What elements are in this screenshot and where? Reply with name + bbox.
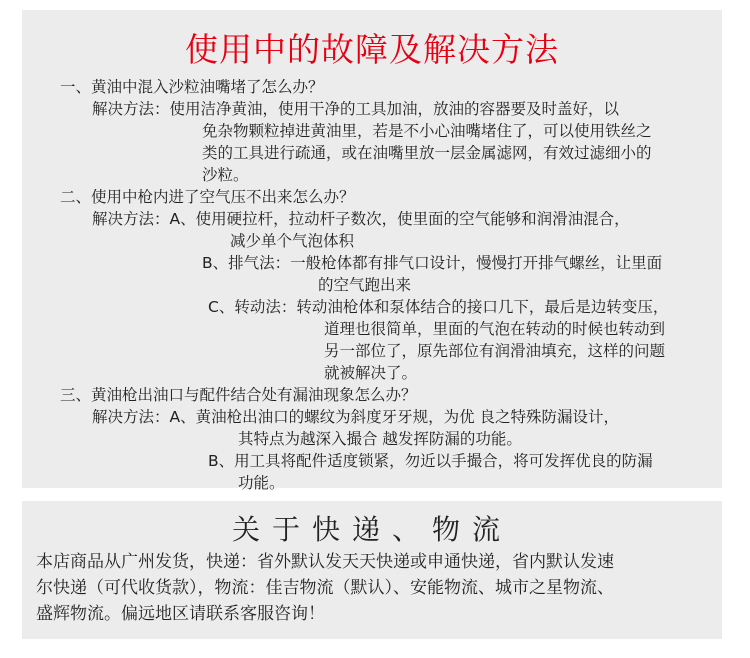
faq-answer-line: 解决方法：A、使用硬拉杆，拉动杆子数次，使里面的空气能够和润滑油混合， (92, 210, 630, 228)
faq-answer-line: 的空气跑出来 (318, 276, 412, 294)
faq-answer-line: B、排气法：一般枪体都有排气口设计，慢慢打开排气螺丝，让里面 (202, 254, 663, 272)
faq-answer-line: B、用工具将配件适度锁紧，勿近以手撮合，将可发挥优良的防漏 (208, 452, 653, 470)
faq-question-3: 三、黄油枪出油口与配件结合处有漏油现象怎么办？ (60, 386, 417, 404)
faq-answer-line: 解决方法：A、黄油枪出油口的螺纹为斜度牙牙规，为优 良之特殊防漏设计， (92, 408, 620, 426)
shipping-text-line: 本店商品从广州发货，快递：省外默认发天天快递或申通快递，省内默认发速 (36, 552, 614, 572)
faq-answer-line: 减少单个气泡体积 (230, 232, 355, 250)
faq-answer-line: 类的工具进行疏通，或在油嘴里放一层金属滤网，有效过滤细小的 (202, 144, 652, 162)
shipping-text-line: 尔快递（可代收货款），物流：佳吉物流（默认）、安能物流、城市之星物流、 (36, 578, 614, 598)
faq-question-1: 一、黄油中混入沙粒油嘴堵了怎么办？ (60, 78, 324, 96)
faq-answer-line: C、转动法：转动油枪体和泵体结合的接口几下，最后是边转变压， (208, 298, 669, 316)
faq-title: 使用中的故障及解决方法 (185, 30, 559, 69)
shipping-text-line: 盛辉物流。偏远地区请联系客服咨询！ (36, 604, 325, 624)
faq-answer-line: 其特点为越深入撮合 越发挥防漏的功能。 (238, 430, 522, 448)
faq-answer-line: 沙粒。 (202, 166, 249, 184)
faq-answer-line: 另一部位了，原先部位有润滑油填充，这样的问题 (324, 342, 666, 360)
faq-answer-line: 功能。 (238, 474, 285, 492)
shipping-title: 关于快递、物流 (231, 513, 512, 546)
faq-answer-line: 就被解决了。 (324, 364, 418, 382)
faq-answer-line: 道理也很简单，里面的气泡在转动的时候也转动到 (324, 320, 666, 338)
faq-question-2: 二、使用中枪内进了空气压不出来怎么办？ (60, 188, 355, 206)
shipping-panel (22, 501, 722, 639)
faq-answer-line: 免杂物颗粒掉进黄油里，若是不小心油嘴堵住了，可以使用铁丝之 (202, 122, 652, 140)
faq-answer-line: 解决方法：使用洁净黄油，使用干净的工具加油，放油的容器要及时盖好，以 (92, 100, 620, 118)
faq-panel (22, 10, 722, 492)
